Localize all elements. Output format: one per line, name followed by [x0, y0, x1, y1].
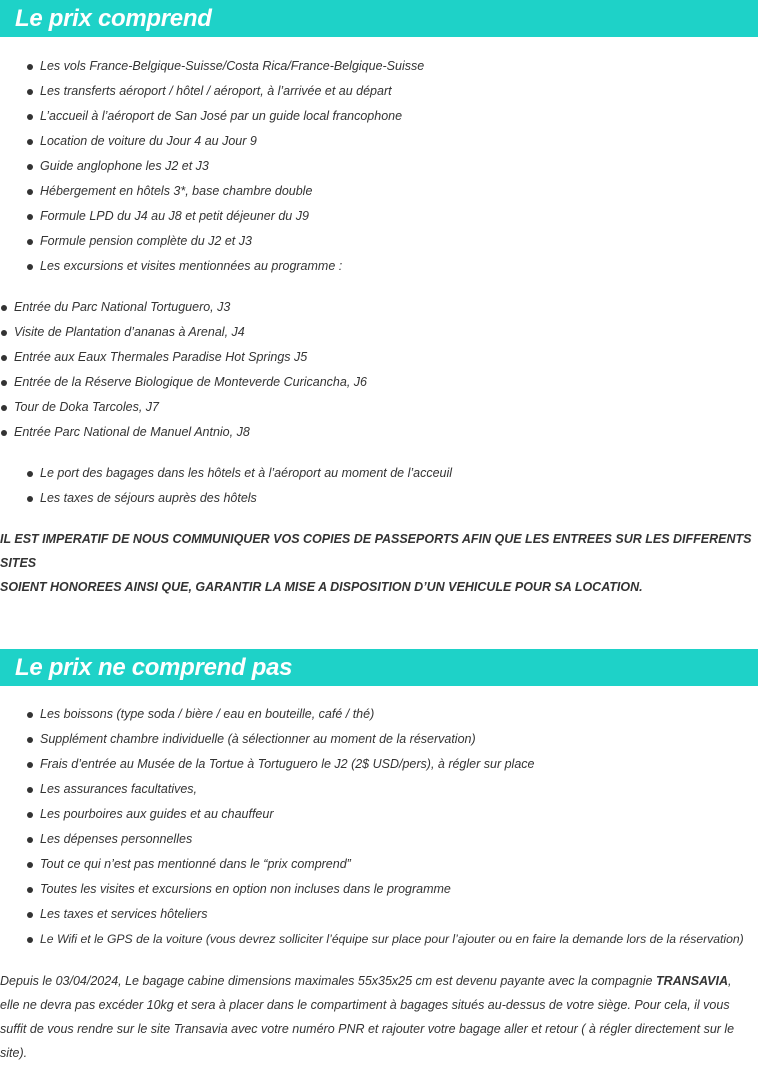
passport-notice [0, 527, 758, 599]
list-item: Formule pension complète du J2 et J3 [26, 229, 758, 254]
notice-line: SOIENT HONOREES AINSI QUE, GARANTIR LA MISE A DISPOSITION D’UN VEHICULE POUR SA LOCATION. [0, 580, 643, 594]
list-item: Les pourboires aux guides et au chauffeur [26, 802, 758, 827]
list-item: Les taxes et services hôteliers [26, 902, 758, 927]
list-item: Les assurances facultatives, [26, 777, 758, 802]
includes-list [0, 54, 758, 279]
list-item: Les transferts aéroport / hôtel / aéroport, à l’arrivée et au départ [26, 79, 758, 104]
list-item: Les taxes de séjours auprès des hôtels [26, 486, 758, 511]
notice-line: IL EST IMPERATIF DE NOUS COMMUNIQUER VOS COPIES DE PASSEPORTS AFIN QUE LES ENTREES SUR LES DIFFERENTS SITES [0, 532, 752, 570]
excludes-header [0, 649, 758, 686]
list-item: Guide anglophone les J2 et J3 [26, 154, 758, 179]
list-item: Frais d’entrée au Musée de la Tortue à Tortuguero le J2 (2$ USD/pers), à régler sur place [26, 752, 758, 777]
list-item: Le Wifi et le GPS de la voiture (vous devrez solliciter l’équipe sur place pour l’ajouter ou en faire la demande lors de la réservation) [26, 927, 758, 952]
excursions-list [0, 295, 758, 445]
list-item: Entrée Parc National de Manuel Antnio, J8 [0, 420, 758, 445]
list-item: Formule LPD du J4 au J8 et petit déjeuner du J9 [26, 204, 758, 229]
list-item: Hébergement en hôtels 3*, base chambre double [26, 179, 758, 204]
includes-title: Le prix comprend [15, 4, 212, 32]
extra-includes-list [0, 461, 758, 511]
list-item: Les dépenses personnelles [26, 827, 758, 852]
includes-header [0, 0, 758, 37]
list-item: Entrée aux Eaux Thermales Paradise Hot Springs J5 [0, 345, 758, 370]
list-item: Entrée de la Réserve Biologique de Monteverde Curicancha, J6 [0, 370, 758, 395]
list-item: Le port des bagages dans les hôtels et à l’aéroport au moment de l’acceuil [26, 461, 758, 486]
list-item: Entrée du Parc National Tortuguero, J3 [0, 295, 758, 320]
list-item: Les excursions et visites mentionnées au programme : [26, 254, 758, 279]
list-item: Location de voiture du Jour 4 au Jour 9 [26, 129, 758, 154]
excludes-title: Le prix ne comprend pas [15, 653, 293, 681]
list-item: Visite de Plantation d’ananas à Arenal, J4 [0, 320, 758, 345]
list-item: Les boissons (type soda / bière / eau en bouteille, café / thé) [26, 702, 758, 727]
list-item: Supplément chambre individuelle (à sélectionner au moment de la réservation) [26, 727, 758, 752]
baggage-note-text: , elle ne devra pas excéder 10kg et sera à placer dans le compartiment à bagages situés au-dessus de votre siège. Pour cela, il vous suffit de vous rendre sur le site Transavia avec votre numéro PNR et rajouter votre bagage aller et retour ( à régler directement sur le site). [0, 974, 735, 1060]
excludes-list [0, 702, 758, 952]
list-item: Tout ce qui n’est pas mentionné dans le “prix comprend” [26, 852, 758, 877]
list-item: Tour de Doka Tarcoles, J7 [0, 395, 758, 420]
airline-name: TRANSAVIA [655, 974, 728, 988]
baggage-note [0, 969, 754, 1065]
baggage-note-text: Depuis le 03/04/2024, Le bagage cabine dimensions maximales 55x35x25 cm est devenu payante avec la compagnie [0, 974, 656, 988]
list-item: L’accueil à l’aéroport de San José par un guide local francophone [26, 104, 758, 129]
list-item: Toutes les visites et excursions en option non incluses dans le programme [26, 877, 758, 902]
list-item: Les vols France-Belgique-Suisse/Costa Rica/France-Belgique-Suisse [26, 54, 758, 79]
